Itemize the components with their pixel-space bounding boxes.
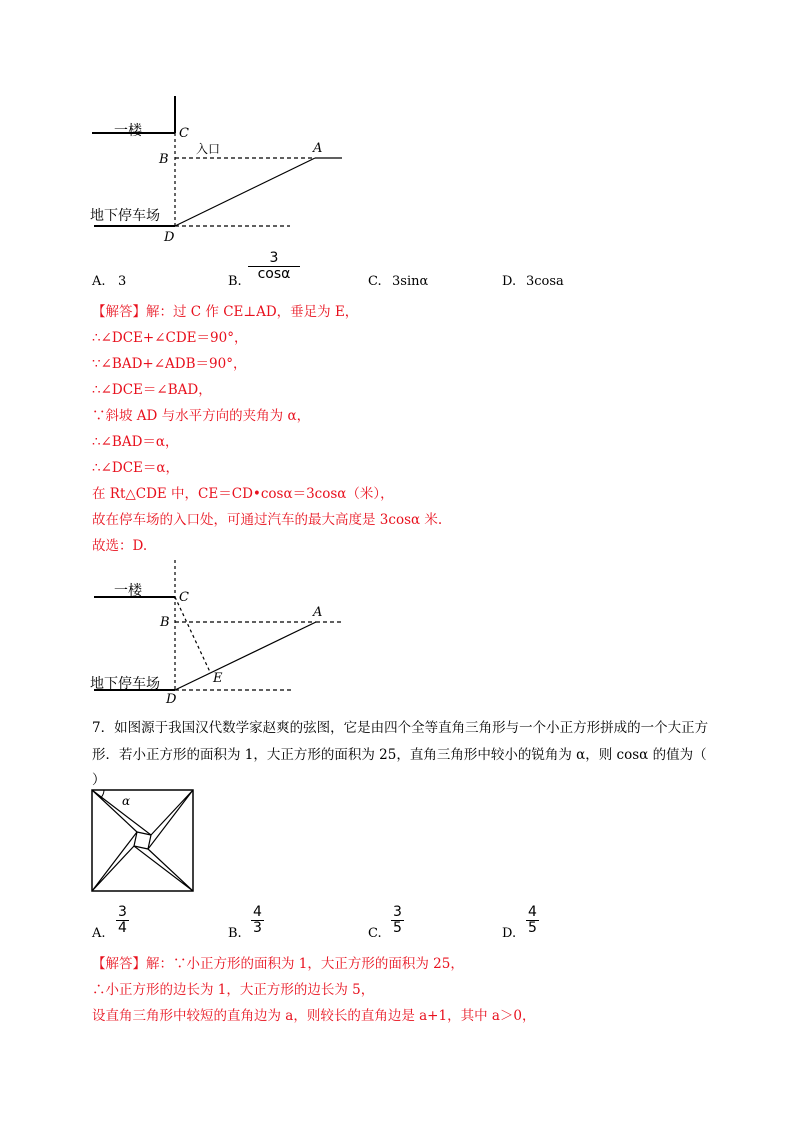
q6-solution-line-10: 故选：D.: [92, 538, 148, 554]
q7-option-d-numerator: 4: [528, 904, 537, 920]
q6-option-b-denominator: cosα: [248, 266, 300, 282]
q7-option-a-numerator: 3: [118, 904, 127, 920]
q6-option-d-value: 3cosa: [526, 274, 564, 289]
fig1-point-a: A: [313, 141, 323, 156]
q7-option-a-fraction: [116, 905, 129, 936]
q6-option-a-value: 3: [118, 274, 127, 289]
parking-figure-1: [80, 90, 360, 250]
q7-angle-label: α: [122, 794, 131, 808]
slope-ad: [175, 622, 316, 690]
fig2-floor-label: 一楼: [114, 583, 142, 599]
q7-solution-line-1: 【解答】解：∵小正方形的面积为 1，大正方形的面积为 25，: [92, 956, 464, 972]
q6-solution-line-6: ∴∠BAD＝α，: [92, 434, 179, 450]
q6-solution-line-9: 故在停车场的入口处，可通过汽车的最大高度是 3cosα 米.: [92, 512, 443, 528]
small-square: [134, 832, 151, 849]
slope-ad: [175, 158, 315, 226]
fig1-floor-label: 一楼: [114, 123, 142, 139]
q7-option-c-letter: C.: [368, 926, 382, 941]
q7-option-a-letter: A.: [92, 926, 106, 941]
fig2-point-b: B: [160, 615, 170, 630]
q7-option-b-numerator: 4: [253, 904, 262, 920]
fig1-point-c: C: [179, 126, 189, 141]
q6-solution-line-2: ∴∠DCE+∠CDE＝90°，: [92, 330, 248, 346]
q7-option-c-numerator: 3: [393, 904, 402, 920]
fig2-point-a: A: [313, 605, 323, 620]
q7-solution-line-2: ∴小正方形的边长为 1，大正方形的边长为 5，: [92, 982, 375, 998]
q6-solution-line-5: ∵斜坡 AD 与水平方向的夹角为 α，: [92, 408, 311, 424]
fig1-entrance-label: 入口: [196, 142, 221, 156]
perpendicular-ce: [175, 597, 210, 672]
q6-solution-line-7: ∴∠DCE＝α，: [92, 460, 180, 476]
triangle-edges: [92, 790, 193, 891]
q6-option-a-letter: A.: [92, 274, 106, 289]
q7-option-c-denominator: 5: [391, 920, 404, 936]
q7-option-d-denominator: 5: [526, 920, 539, 936]
q6-solution-line-1: 【解答】解：过 C 作 CE⊥AD，垂足为 E，: [92, 304, 359, 320]
large-square: [92, 790, 193, 891]
q6-option-d-letter: D.: [502, 274, 517, 289]
q6-solution-line-8: 在 Rt△CDE 中，CE＝CD•cosα＝3cosα（米），: [92, 486, 394, 502]
q6-option-b-numerator: 3: [269, 250, 279, 266]
zhao-shuang-diagram: [90, 788, 196, 894]
q6-option-b-letter: B.: [228, 274, 242, 289]
q7-option-b-letter: B.: [228, 926, 242, 941]
fig2-point-d: D: [166, 692, 177, 707]
q7-option-a-denominator: 4: [116, 920, 129, 936]
q6-solution-line-3: ∵∠BAD+∠ADB＝90°，: [92, 356, 247, 372]
q6-solution-line-4: ∴∠DCE＝∠BAD，: [92, 382, 212, 398]
fig1-point-d: D: [164, 230, 175, 245]
angle-arc: [102, 790, 105, 797]
q7-option-b-fraction: [251, 905, 264, 936]
q7-line-2: 形．若小正方形的面积为 1，大正方形的面积为 25，直角三角形中较小的锐角为 α，则 cosα 的值为（: [92, 747, 707, 763]
q7-solution-line-3: 设直角三角形中较短的直角边为 a，则较长的直角边是 a+1，其中 a＞0，: [92, 1008, 536, 1024]
fig2-point-c: C: [179, 590, 189, 605]
q6-option-c-value: 3sinα: [392, 274, 429, 289]
q7-line-3: ）: [92, 772, 106, 788]
fig1-point-b: B: [159, 152, 169, 167]
q6-option-c-letter: C.: [368, 274, 382, 289]
q7-option-c-fraction: [391, 905, 404, 936]
fig2-garage-label: 地下停车场: [90, 676, 160, 692]
q7-option-d-letter: D.: [502, 926, 517, 941]
fig2-point-e: E: [213, 671, 223, 686]
q7-line-1: 7．如图源于我国汉代数学家赵爽的弦图，它是由四个全等直角三角形与一个小正方形拼成的一个大正方: [92, 720, 709, 736]
fig1-garage-label: 地下停车场: [90, 208, 160, 224]
q7-option-b-denominator: 3: [251, 920, 264, 936]
q7-option-d-fraction: [526, 905, 539, 936]
q6-option-b-fraction: [248, 251, 300, 282]
